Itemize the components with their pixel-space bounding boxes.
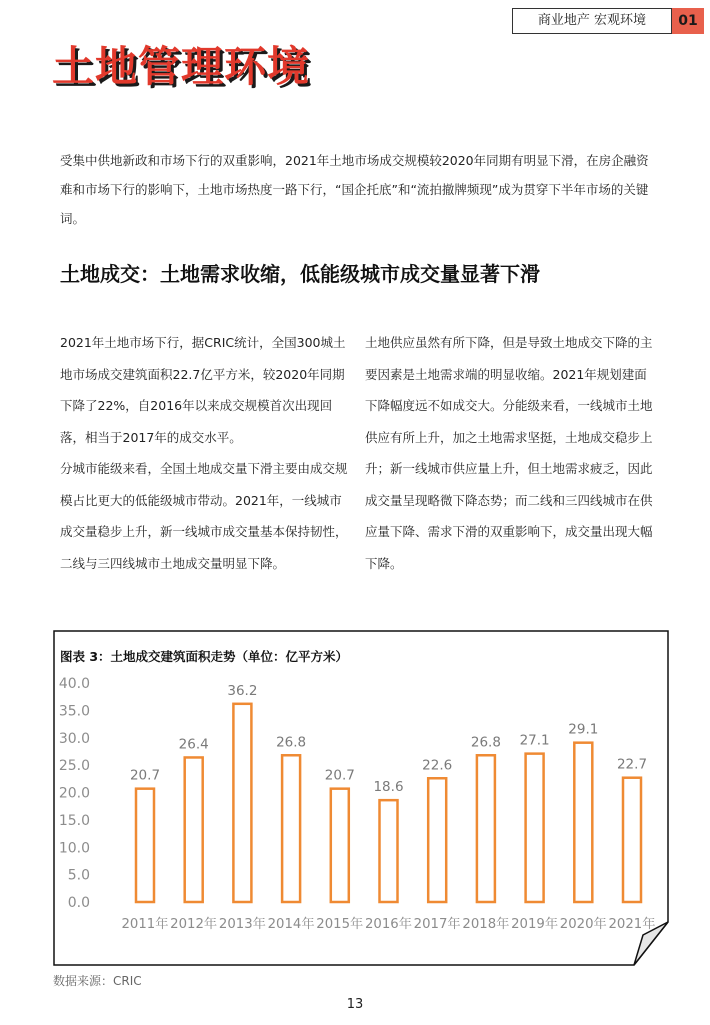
data-label: 20.7 <box>129 767 161 784</box>
data-label: 22.6 <box>422 757 453 774</box>
x-tick-label: 2013年 <box>218 917 265 932</box>
left-column <box>60 327 348 579</box>
y-tick-label: 0.0 <box>67 895 90 911</box>
bar-chart <box>53 630 669 966</box>
data-label: 22.7 <box>616 756 648 773</box>
x-tick-label: 2018年 <box>462 917 509 932</box>
right-column <box>365 327 653 579</box>
data-label: 36.2 <box>227 682 258 699</box>
y-tick-label: 35.0 <box>58 703 90 720</box>
y-tick-label: 25.0 <box>58 758 90 775</box>
page-title: 土地管理环境 <box>52 42 311 91</box>
bar <box>428 778 446 902</box>
section-label: 商业地产 宏观环境 <box>512 8 672 34</box>
data-label: 18.6 <box>373 779 404 796</box>
y-tick-label: 15.0 <box>58 812 90 829</box>
data-label: 27.1 <box>519 732 550 749</box>
y-tick-label: 20.0 <box>58 785 90 802</box>
bar <box>526 754 544 902</box>
data-source: 数据来源：CRIC <box>53 974 142 988</box>
page-number: 13 <box>346 997 364 1012</box>
bar <box>331 789 349 902</box>
intro-text: 受集中供地新政和市场下行的双重影响，2021年土地市场成交规模较2020年同期有明显下滑，在房企融资难和市场下行的影响下，土地市场热度一路下行，“国企托底”和“流拍撤牌频现”成为贯穿下半年市场的关键词。 <box>60 153 649 226</box>
x-tick-label: 2021年 <box>608 917 655 932</box>
x-tick-label: 2019年 <box>511 917 558 932</box>
data-label: 26.8 <box>470 734 501 751</box>
x-tick-label: 2020年 <box>559 917 606 932</box>
x-tick-label: 2014年 <box>267 917 314 932</box>
bar <box>574 743 592 902</box>
data-label: 20.7 <box>324 767 355 784</box>
bar <box>477 755 495 902</box>
y-tick-label: 30.0 <box>58 730 90 747</box>
data-label: 26.4 <box>178 736 209 753</box>
bar <box>136 789 154 902</box>
bar <box>380 800 398 902</box>
x-tick-label: 2017年 <box>413 917 460 932</box>
chart-panel <box>53 630 669 966</box>
x-tick-label: 2016年 <box>365 917 412 932</box>
bar <box>623 778 641 902</box>
right-paragraph-1: 土地供应虽然有所下降，但是导致土地成交下降的主要因素是土地需求端的明显收缩。2021年规划建面下降幅度远不如成交大。分能级来看，一线城市土地供应有所上升，加之土地需求坚挺，土地成交稳步上升；新一线城市供应量上升，但土地需求疲乏，因此成交量呈现略微下降态势；而二线和三四线城市在供应量下降、需求下滑的双重影响下，成交量出现大幅下降。 <box>365 335 653 571</box>
chart-title: 图表 3：土地成交建筑面积走势（单位：亿平方米） <box>60 649 349 664</box>
x-tick-label: 2012年 <box>170 917 217 932</box>
y-tick-label: 5.0 <box>67 867 90 884</box>
bar <box>233 704 251 902</box>
y-tick-label: 40.0 <box>58 676 90 692</box>
y-tick-label: 10.0 <box>58 840 90 857</box>
bar <box>185 757 203 902</box>
bar <box>282 755 300 902</box>
section-heading: 土地成交：土地需求收缩，低能级城市成交量显著下滑 <box>60 262 540 286</box>
section-number-badge: 01 <box>672 8 704 34</box>
intro-paragraph <box>60 146 650 233</box>
x-tick-label: 2015年 <box>316 917 363 932</box>
left-paragraph-1: 2021年土地市场下行，据CRIC统计，全国300城土地市场成交建筑面积22.7亿平方米，较2020年同期下降了22%，自2016年以来成交规模首次出现回落，相当于2017年的成交水平。 <box>60 335 346 445</box>
left-paragraph-2: 分城市能级来看，全国土地成交量下滑主要由成交规模占比更大的低能级城市带动。2021年，一线城市成交量稳步上升，新一线城市成交量基本保持韧性，二线与三四线城市土地成交量明显下降。 <box>60 461 348 571</box>
data-label: 26.8 <box>276 734 307 751</box>
data-label: 29.1 <box>568 721 599 738</box>
x-tick-label: 2011年 <box>121 917 168 932</box>
